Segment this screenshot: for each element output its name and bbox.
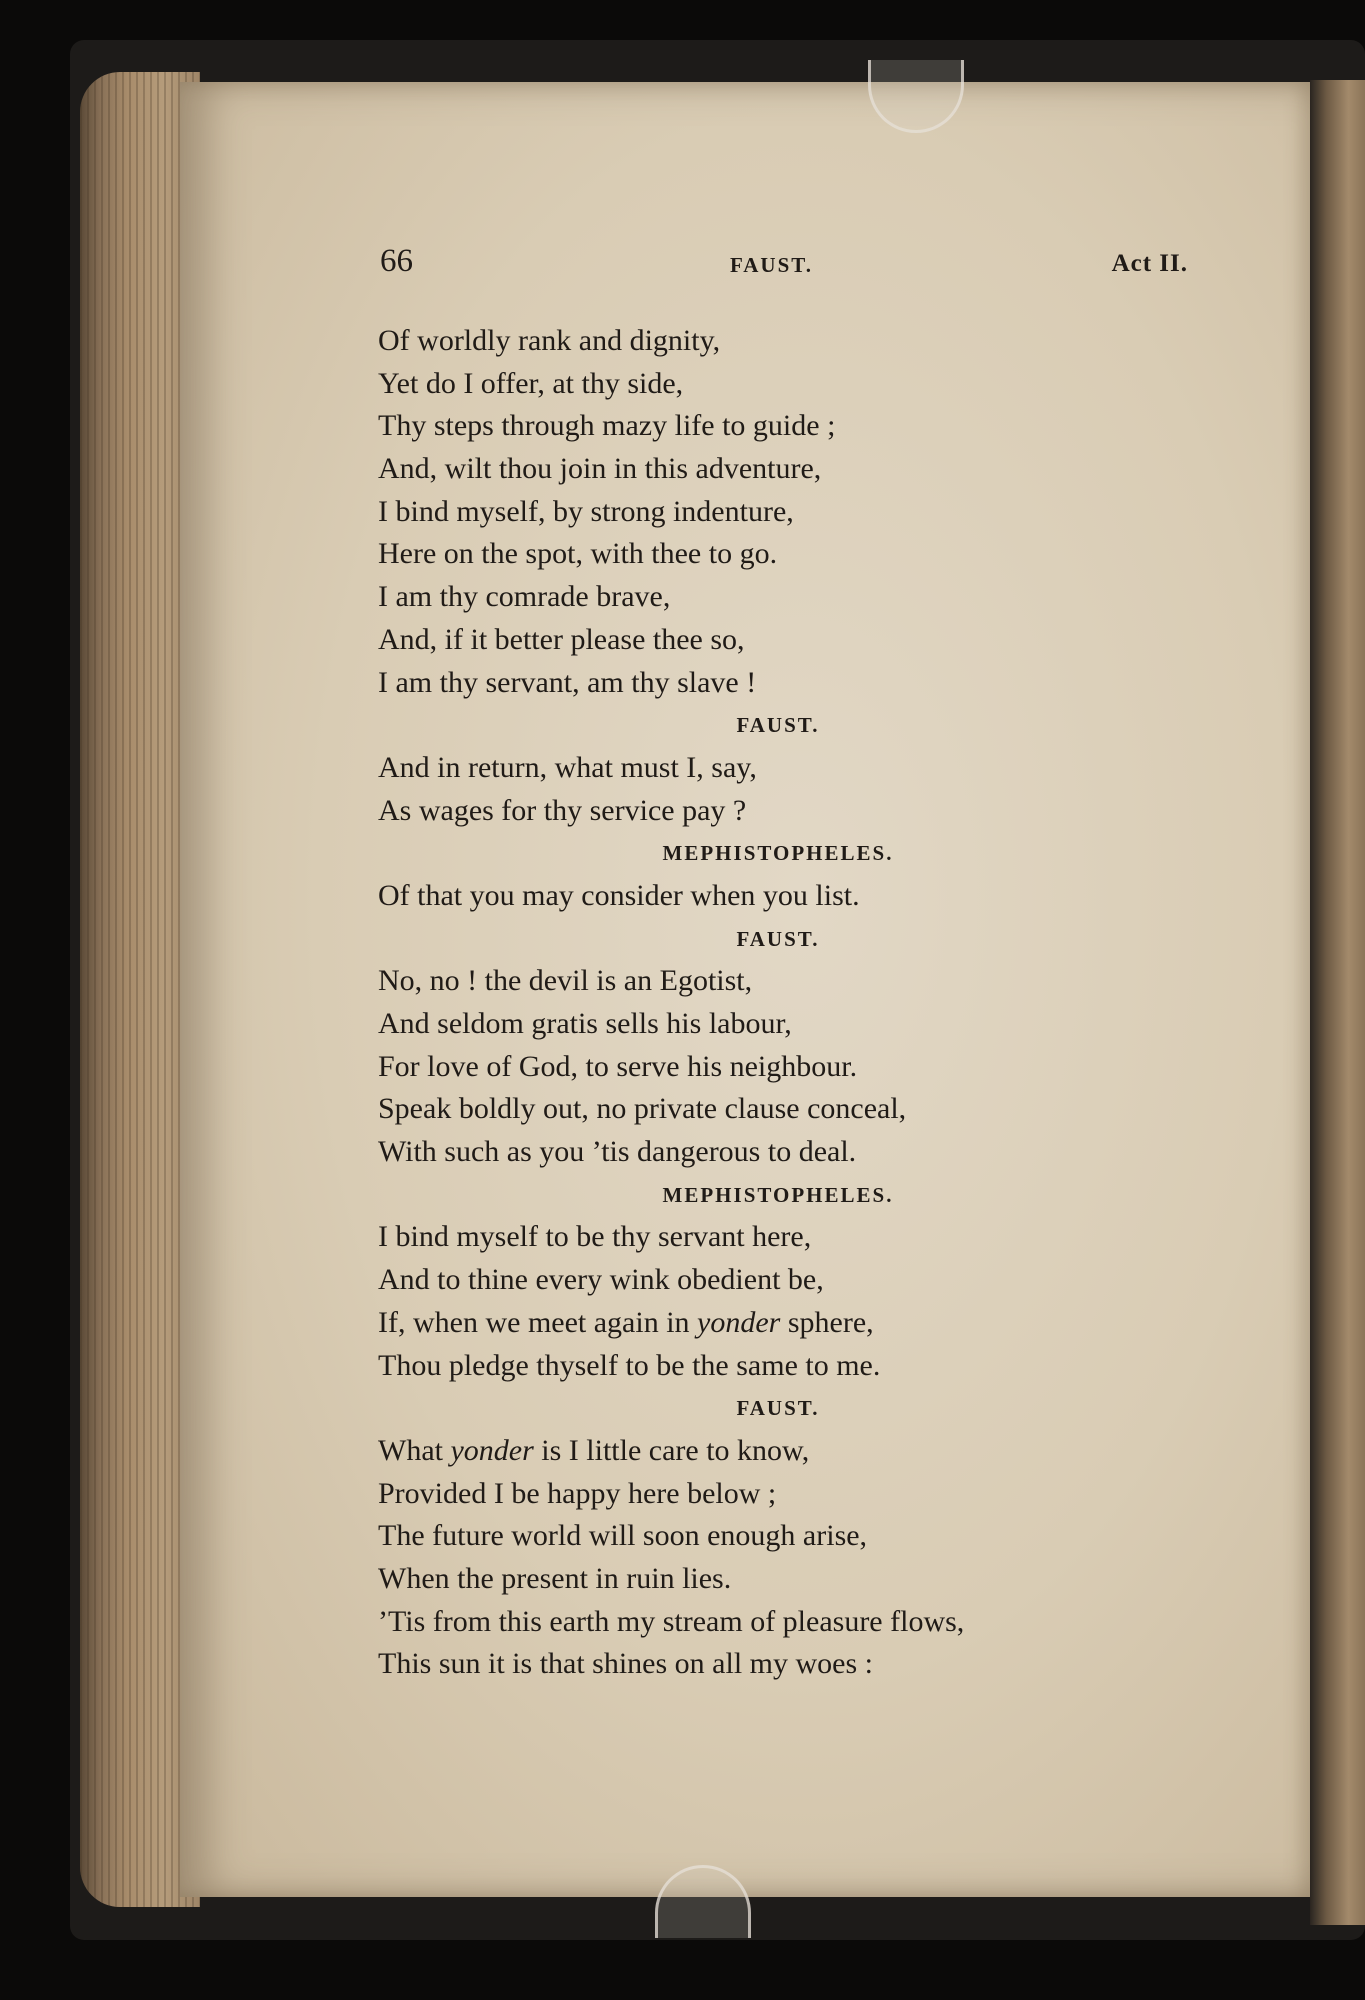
verse-line: Thy steps through mazy life to guide ; <box>378 409 836 443</box>
speaker-name: FAUST. <box>736 926 820 951</box>
verse-line: When the present in ruin lies. <box>378 1561 732 1595</box>
verse-line <box>378 1302 1238 1345</box>
page-header <box>380 243 1188 283</box>
verse-line: And, wilt thou join in this adventure, <box>378 452 822 486</box>
speaker-name: FAUST. <box>736 713 820 738</box>
italic-word: yonder <box>450 1433 534 1467</box>
verse-block <box>378 320 1238 1686</box>
verse-line: And to thine every wink obedient be, <box>378 1263 824 1297</box>
verse-line: For love of God, to serve his neighbour. <box>378 1049 858 1083</box>
verse-line: I bind myself, by strong indenture, <box>378 494 794 528</box>
verse-line: With such as you ’tis dangerous to deal. <box>378 1135 857 1169</box>
verse-fragment: is I little care to know, <box>533 1433 810 1467</box>
italic-word: yonder <box>697 1305 781 1339</box>
verse-line: Provided I be happy here below ; <box>378 1476 777 1510</box>
verse-line: As wages for thy service pay ? <box>378 793 747 827</box>
verse-line <box>378 1430 1238 1473</box>
verse-line: Speak boldly out, no private clause conceal, <box>378 1092 907 1126</box>
verse-line: I am thy servant, am thy slave ! <box>378 665 757 699</box>
verse-line: And seldom gratis sells his labour, <box>378 1007 792 1040</box>
verse-fragment: sphere, <box>780 1305 874 1339</box>
verse-line: I bind myself to be thy servant here, <box>378 1220 812 1254</box>
verse-line: Yet do I offer, at thy side, <box>378 366 684 400</box>
verse-line: Of that you may consider when you list. <box>378 878 860 912</box>
speaker-name: MEPHISTOPHELES. <box>662 841 894 866</box>
verse-line: Here on the spot, with thee to go. <box>378 537 778 571</box>
act-label: Act II. <box>1111 250 1188 277</box>
speaker-name: MEPHISTOPHELES. <box>662 1182 894 1207</box>
speaker-name: FAUST. <box>736 1396 820 1421</box>
page-number: 66 <box>380 243 413 279</box>
verse-line: The future world will soon enough arise, <box>378 1519 868 1553</box>
verse-line: And, if it better please thee so, <box>378 622 745 656</box>
verse-line: And in return, what must I, say, <box>378 750 757 784</box>
verse-line: ’Tis from this earth my stream of pleasure flows, <box>378 1604 965 1638</box>
running-title: FAUST. <box>730 253 813 277</box>
verse-fragment: What <box>378 1433 451 1467</box>
verse-line: I am thy comrade brave, <box>378 580 671 614</box>
verse-line: Of worldly rank and dignity, <box>378 324 721 357</box>
facing-page-edge <box>1310 80 1365 1925</box>
verse-fragment: If, when we meet again in <box>378 1305 698 1339</box>
verse-line: No, no ! the devil is an Egotist, <box>378 964 753 998</box>
verse-line: Thou pledge thyself to be the same to me. <box>378 1348 881 1382</box>
verse-line: This sun it is that shines on all my woes : <box>378 1647 873 1681</box>
